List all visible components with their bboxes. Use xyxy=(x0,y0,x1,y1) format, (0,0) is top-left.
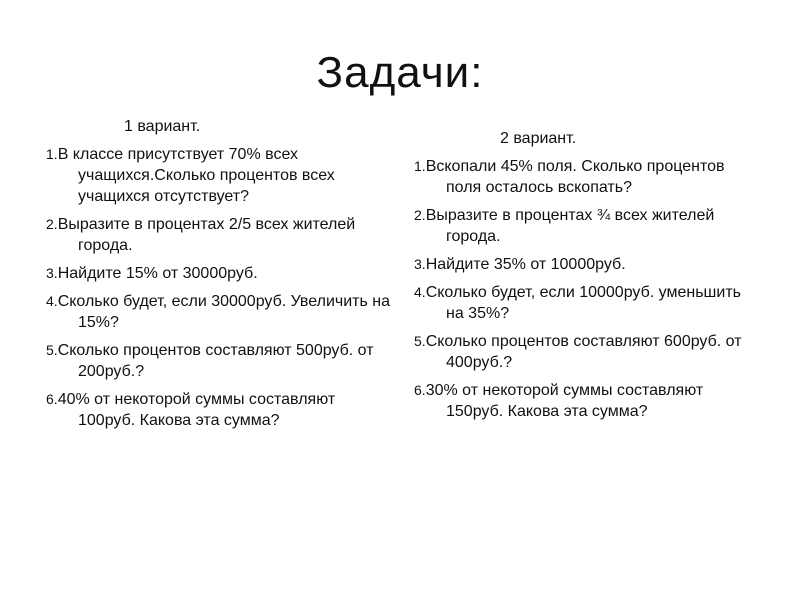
task-item xyxy=(414,331,754,373)
variant-1-column xyxy=(46,116,396,438)
task-text: Выразите в процентах 2/5 всех жителей города. xyxy=(57,216,356,254)
task-number: 3. xyxy=(46,265,58,281)
task-item xyxy=(414,156,754,198)
task-text: 30% от некоторой суммы составляют 150руб. Какова эта сумма? xyxy=(425,382,704,420)
task-number: 5. xyxy=(414,333,426,349)
task-item xyxy=(414,282,754,324)
task-number: 1. xyxy=(46,146,58,162)
variant-1-task-list xyxy=(46,144,396,431)
task-text: Сколько процентов составляют 600руб. от 400руб.? xyxy=(425,333,742,371)
task-item xyxy=(414,205,754,247)
task-number: 6. xyxy=(46,391,58,407)
variant-2-task-list xyxy=(414,156,754,422)
variant-2-heading: 2 вариант. xyxy=(500,130,577,147)
task-number: 2. xyxy=(46,216,58,232)
task-number: 6. xyxy=(414,382,426,398)
slide-title: Задачи: xyxy=(316,48,484,97)
task-item xyxy=(46,291,396,333)
variant-2-column xyxy=(414,128,754,429)
task-number: 4. xyxy=(46,293,58,309)
task-text: 40% от некоторой суммы составляют 100руб. Какова эта сумма? xyxy=(57,391,336,429)
task-text: Найдите 15% от 30000руб. xyxy=(57,265,258,282)
variant-1-heading: 1 вариант. xyxy=(124,118,201,135)
task-number: 2. xyxy=(414,207,426,223)
task-item xyxy=(46,263,396,284)
task-text: Сколько будет, если 30000руб. Увеличить на 15%? xyxy=(57,293,390,331)
task-text: Сколько процентов составляют 500руб. от 200руб.? xyxy=(57,342,374,380)
task-number: 3. xyxy=(414,256,426,272)
task-item xyxy=(414,254,754,275)
task-number: 5. xyxy=(46,342,58,358)
task-item xyxy=(46,214,396,256)
task-text: Выразите в процентах ¾ всех жителей города. xyxy=(425,207,715,245)
task-number: 1. xyxy=(414,158,426,174)
task-text: Найдите 35% от 10000руб. xyxy=(425,256,626,273)
task-item xyxy=(46,144,396,207)
task-number: 4. xyxy=(414,284,426,300)
task-text: Вскопали 45% поля. Сколько процентов поля осталось вскопать? xyxy=(425,158,725,196)
task-text: Сколько будет, если 10000руб. уменьшить на 35%? xyxy=(425,284,741,322)
task-text: В классе присутствует 70% всех учащихся.Сколько процентов всех учащихся отсутствует? xyxy=(57,146,335,205)
task-item xyxy=(414,380,754,422)
task-item xyxy=(46,340,396,382)
task-item xyxy=(46,389,396,431)
